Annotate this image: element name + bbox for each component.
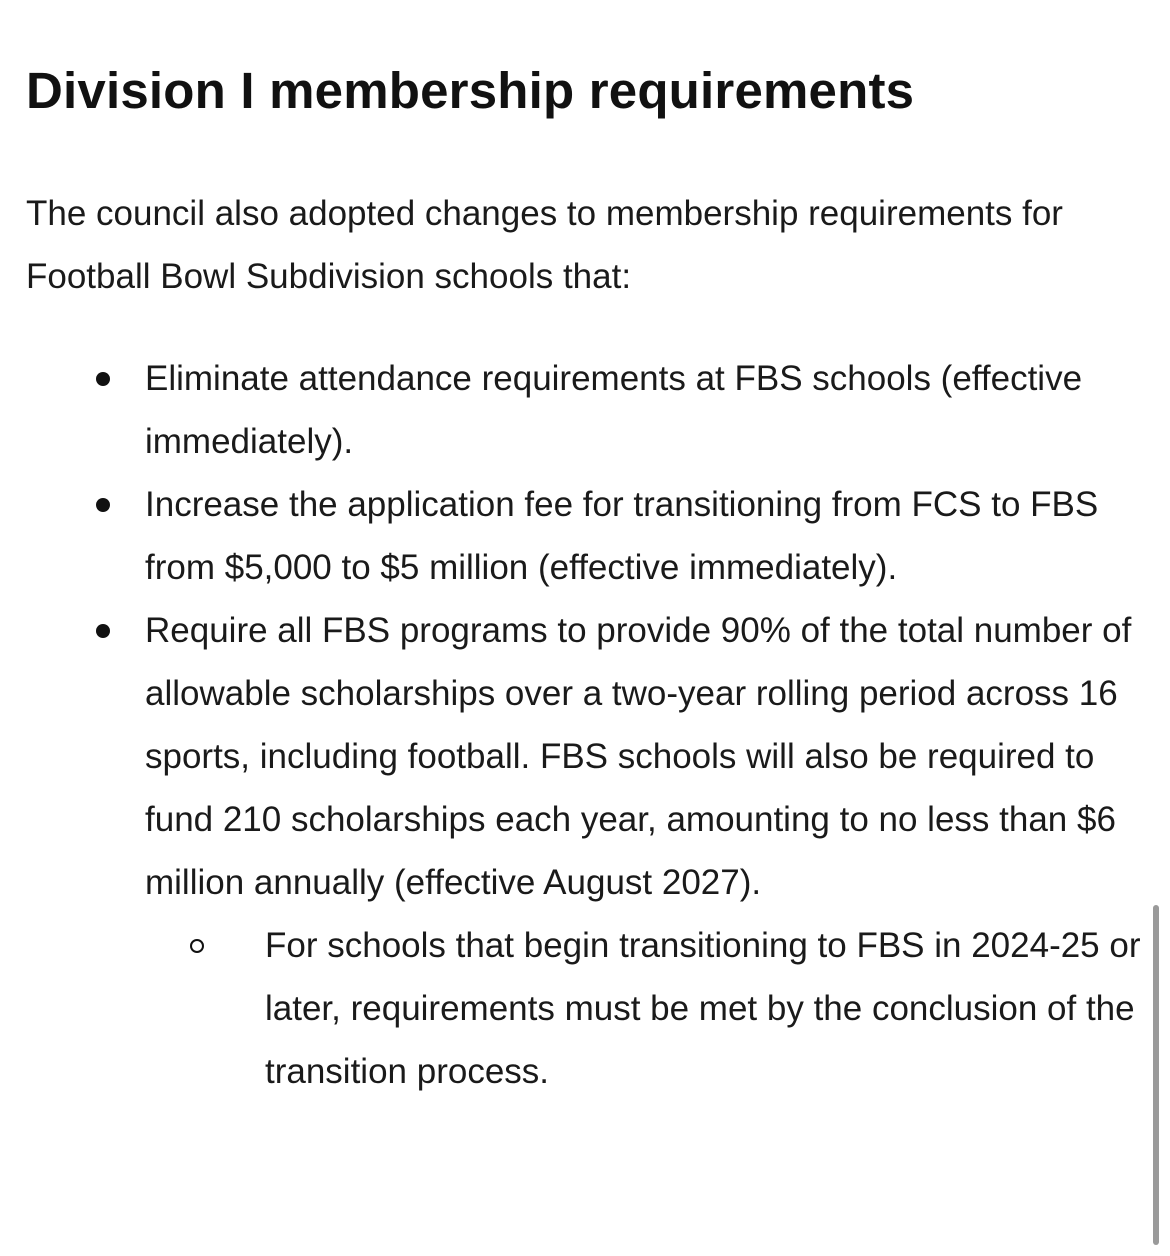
nested-list-item xyxy=(121,914,1150,1103)
bullet-icon xyxy=(96,498,110,512)
hollow-bullet-icon xyxy=(190,939,204,953)
list-item-text: Increase the application fee for transitioning from FCS to FBS from $5,000 to $5 million (effective immediately). xyxy=(145,485,1099,587)
bullet-icon xyxy=(96,372,110,386)
intro-paragraph: The council also adopted changes to membership requirements for Football Bowl Subdivision schools that: xyxy=(26,194,1063,296)
scrollbar-thumb[interactable] xyxy=(1153,905,1159,1245)
list-item xyxy=(0,347,1150,473)
list-item xyxy=(0,599,1150,1103)
nested-list-item-text: For schools that begin transitioning to FBS in 2024-25 or later, requirements must be met by the conclusion of the transition process. xyxy=(265,926,1141,1091)
list-item-text: Eliminate attendance requirements at FBS schools (effective immediately). xyxy=(145,359,1083,461)
section-heading: Division I membership requirements xyxy=(26,62,915,119)
requirements-list xyxy=(0,347,1150,1103)
nested-list xyxy=(145,914,1150,1103)
list-item-text: Require all FBS programs to provide 90% of the total number of allowable scholarships over a two-year rolling period across 16 sports, including football. FBS schools will also be required to fund 210 scholarships each year, amounting to no less than $6 million annually (effective August 2027). xyxy=(145,611,1132,902)
list-item xyxy=(0,473,1150,599)
bullet-icon xyxy=(96,624,110,638)
